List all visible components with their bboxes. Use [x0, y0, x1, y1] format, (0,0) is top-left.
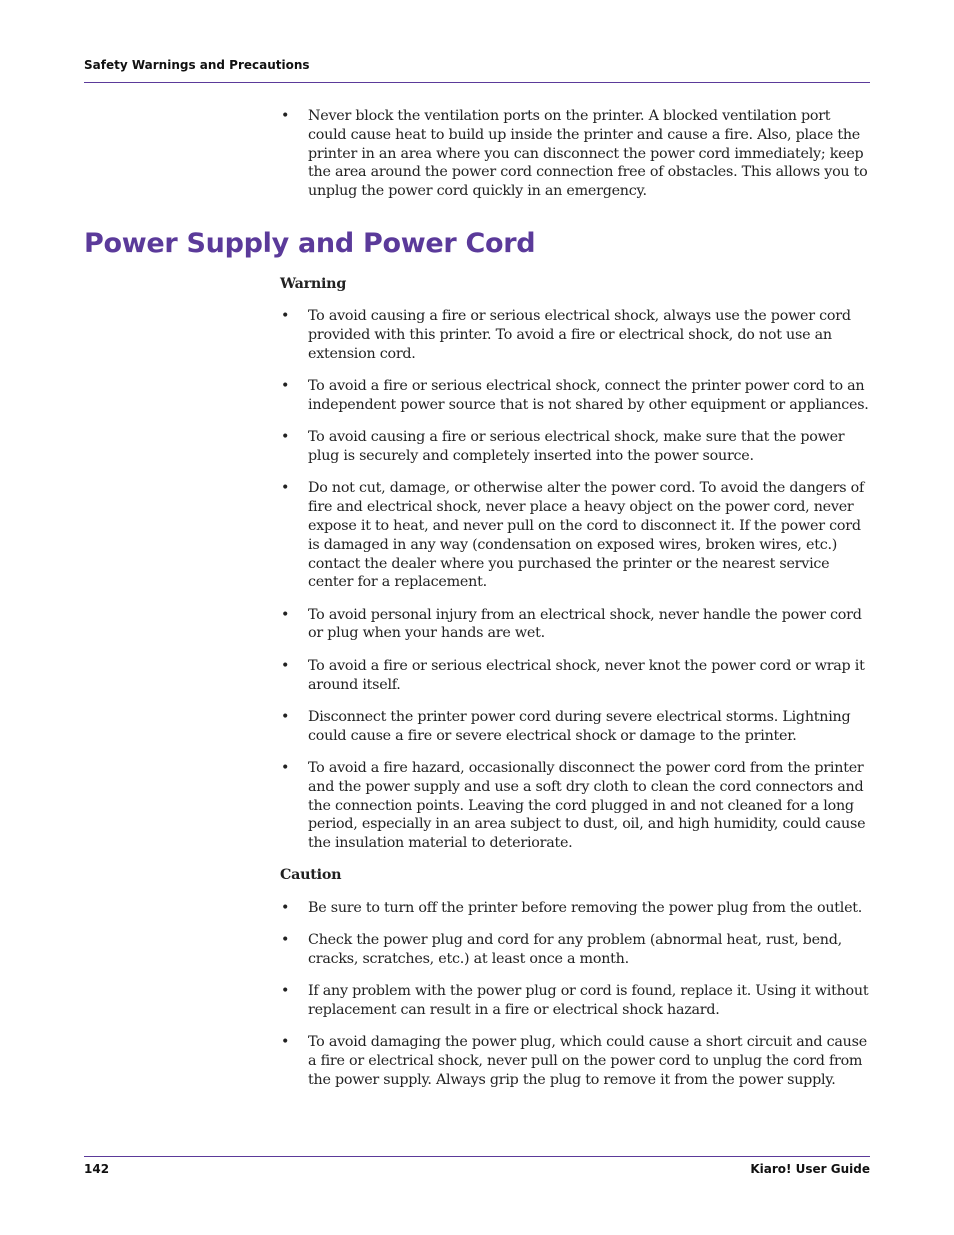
guide-title: Kiaro! User Guide [750, 1162, 870, 1176]
footer-rule [84, 1156, 870, 1157]
list-item: • To avoid personal injury from an electrical shock, never handle the power cord or plug when your hands are wet. [280, 606, 870, 644]
warning-heading: Warning [280, 276, 347, 292]
list-item: • Check the power plug and cord for any problem (abnormal heat, rust, bend, cracks, scratches, etc.) at least once a month. [280, 931, 870, 969]
running-header: Safety Warnings and Precautions [84, 58, 310, 72]
intro-list [280, 107, 870, 201]
caution-list [280, 899, 870, 1090]
list-item: • Be sure to turn off the printer before removing the power plug from the outlet. [280, 899, 870, 918]
list-item: • If any problem with the power plug or cord is found, replace it. Using it without replacement can result in a fire or electrical shock hazard. [280, 982, 870, 1020]
list-item: • To avoid damaging the power plug, which could cause a short circuit and cause a fire or electrical shock, never pull on the power cord to unplug the cord from the power supply. Always grip the plug to remove it from the power supply. [280, 1033, 870, 1089]
list-item: • Do not cut, damage, or otherwise alter the power cord. To avoid the dangers of fire and electrical shock, never place a heavy object on the power cord, never expose it to heat, and never pull on the cord to disconnect it. If the power cord is damaged in any way (condensation on exposed wires, broken wires, etc.) contact the dealer where you purchased the printer or the nearest service center for a replacement. [280, 479, 870, 592]
list-item: • To avoid a fire or serious electrical shock, connect the printer power cord to an independent power source that is not shared by other equipment or appliances. [280, 377, 870, 415]
caution-heading: Caution [280, 867, 342, 884]
list-item: • To avoid a fire or serious electrical shock, never knot the power cord or wrap it around itself. [280, 657, 870, 695]
section-title: Power Supply and Power Cord [84, 228, 536, 259]
header-rule [84, 82, 870, 83]
list-item: • To avoid a fire hazard, occasionally disconnect the power cord from the printer and the power supply and use a soft dry cloth to clean the cord connectors and the connection points. Leaving the cord plugged in and not cleaned for a long period, especially in an area subject to dust, oil, and high humidity, could cause the insulation material to deteriorate. [280, 759, 870, 853]
warning-list [280, 307, 870, 853]
page-number: 142 [84, 1162, 110, 1176]
list-item: • Disconnect the printer power cord during severe electrical storms. Lightning could cause a fire or severe electrical shock or damage to the printer. [280, 708, 870, 746]
intro-section [280, 107, 870, 214]
main-section [280, 275, 870, 1103]
list-item: • Never block the ventilation ports on the printer. A blocked ventilation port could cause heat to build up inside the printer and cause a fire. Also, place the printer in an area where you can disconnect the power cord immediately; keep the area around the power cord connection free of obstacles. This allows you to unplug the power cord quickly in an emergency. [280, 107, 870, 201]
list-item: • To avoid causing a fire or serious electrical shock, make sure that the power plug is securely and completely inserted into the power source. [280, 428, 870, 466]
list-item: • To avoid causing a fire or serious electrical shock, always use the power cord provided with this printer. To avoid a fire or electrical shock, do not use an extension cord. [280, 307, 870, 363]
